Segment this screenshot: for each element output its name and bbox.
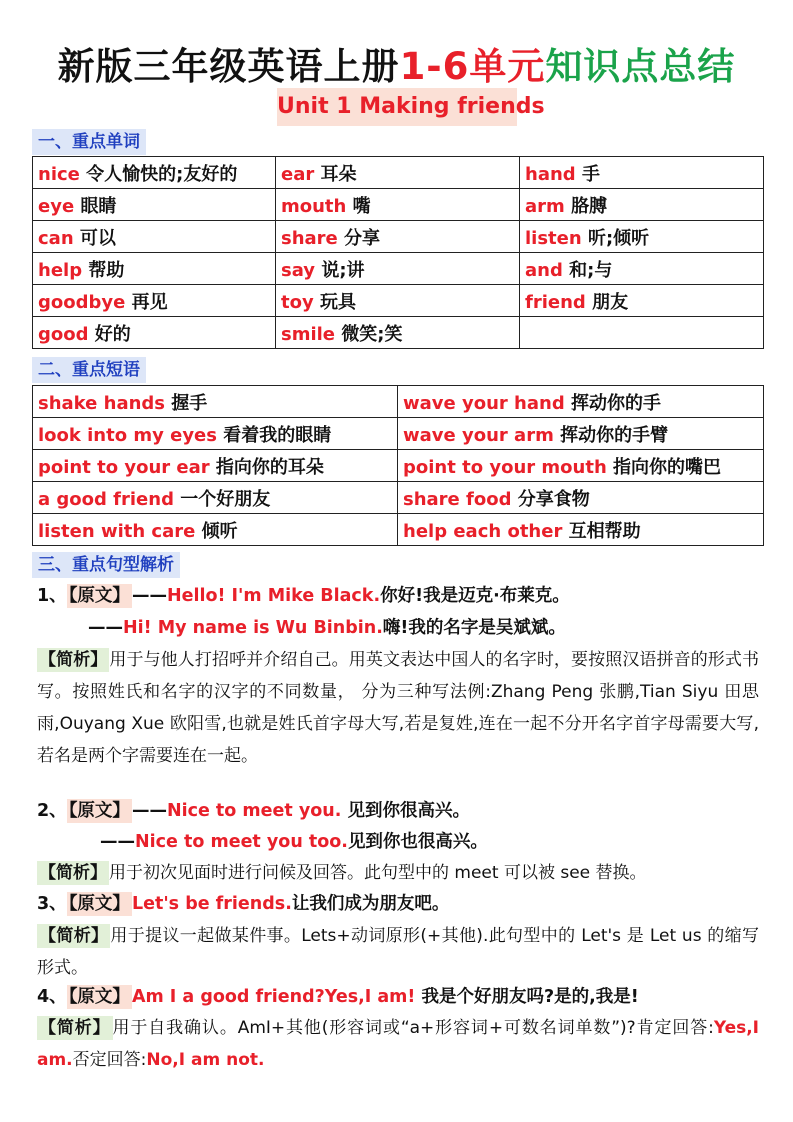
sentence-number: 2、 (37, 801, 67, 821)
term-english: listen (525, 227, 582, 249)
term-english: look into my eyes (38, 424, 217, 446)
table-row (33, 189, 764, 221)
term-english: nice (38, 163, 80, 185)
analysis-tag: 【简析】 (39, 863, 107, 883)
term-chinese: 说;讲 (321, 259, 365, 281)
term-english: a good friend (38, 488, 174, 510)
term-english: wave your hand (403, 392, 565, 414)
table-row (33, 514, 764, 546)
analysis-tag: 【简析】 (39, 1018, 111, 1038)
term-chinese: 和;与 (569, 259, 613, 281)
table-row (33, 386, 764, 418)
sentence-chinese: 我是个好朋友吗?是的,我是! (415, 987, 639, 1007)
sentence-english: Nice to meet you. (166, 801, 342, 821)
table-cell (33, 253, 276, 285)
term-english: can (38, 227, 74, 249)
term-chinese: 挥动你的手 (570, 392, 661, 414)
term-chinese: 令人愉快的;友好的 (86, 163, 238, 185)
term-chinese: 帮助 (88, 259, 125, 281)
term-chinese: 指向你的耳朵 (215, 456, 324, 478)
table-cell (33, 418, 398, 450)
table-row (33, 317, 764, 349)
sentence-2-original (37, 795, 757, 827)
term-english: share food (403, 488, 512, 510)
term-chinese: 指向你的嘴巴 (613, 456, 722, 478)
term-english: eye (38, 195, 75, 217)
original-tag: 【原文】 (68, 987, 130, 1007)
sentence-chinese: 见到你很高兴。 (341, 801, 470, 821)
table-cell (33, 514, 398, 546)
sentence-number: 3、 (37, 894, 67, 914)
table-cell (520, 189, 764, 221)
dash: —— (131, 586, 167, 606)
table-cell (398, 418, 764, 450)
sentence-4-analysis (37, 1012, 759, 1076)
table-row (33, 285, 764, 317)
term-chinese: 朋友 (592, 291, 629, 313)
section-heading-words: 一、重点单词 (32, 129, 146, 155)
analysis-text: 用于提议一起做某件事。Lets+动词原形(+其他).此句型中的 Let's 是 Let us 的缩写形式。 (37, 926, 760, 978)
original-tag: 【原文】 (68, 894, 130, 914)
term-chinese: 再见 (131, 291, 168, 313)
sentence-3-original (37, 888, 757, 920)
sentence-1-original-2 (88, 612, 793, 644)
sentence-english: Hi! My name is Wu Binbin. (123, 618, 383, 638)
sentence-3-analysis (37, 920, 759, 984)
analysis-text: 用于自我确认。AmI+其他(形容词或“a+形容词+可数名词单数”)?肯定回答: (112, 1018, 714, 1038)
term-chinese: 看着我的眼睛 (223, 424, 332, 446)
table-row (33, 253, 764, 285)
term-chinese: 分享 (344, 227, 381, 249)
term-chinese: 互相帮助 (568, 520, 641, 542)
analysis-tag: 【简析】 (39, 926, 109, 946)
sentence-chinese: 你好!我是迈克·布莱克。 (380, 586, 570, 606)
term-chinese: 胳膊 (571, 195, 608, 217)
sentence-number: 1、 (37, 586, 67, 606)
term-chinese: 耳朵 (320, 163, 357, 185)
term-chinese: 微笑;笑 (341, 323, 403, 345)
table-cell (520, 317, 764, 349)
term-chinese: 手 (581, 163, 600, 185)
sentence-english: Am I a good friend?Yes,I am! (131, 987, 416, 1007)
sentence-english: Let's be friends. (131, 894, 292, 914)
words-table (32, 156, 764, 349)
table-cell (276, 189, 520, 221)
table-cell (276, 157, 520, 189)
analysis-text: 用于初次见面时进行问候及回答。此句型中的 meet 可以被 see 替换。 (109, 863, 647, 883)
term-chinese: 握手 (171, 392, 208, 414)
title-part-1: 新版三年级英语上册 (57, 45, 400, 88)
table-cell (33, 157, 276, 189)
section-heading-sentences: 三、重点句型解析 (32, 552, 180, 578)
term-english: goodbye (38, 291, 126, 313)
term-chinese: 听;倾听 (587, 227, 650, 249)
table-cell (520, 253, 764, 285)
table-cell (33, 450, 398, 482)
table-cell (276, 221, 520, 253)
sentence-english: Nice to meet you too. (135, 832, 348, 852)
term-english: share (281, 227, 338, 249)
term-english: smile (281, 323, 336, 345)
term-chinese: 玩具 (320, 291, 356, 313)
term-chinese: 倾听 (201, 520, 238, 542)
positive-answer: Yes,I am. (37, 1018, 760, 1070)
term-chinese: 一个好朋友 (180, 488, 271, 510)
sentence-english: Hello! I'm Mike Black. (166, 586, 381, 606)
table-row (33, 418, 764, 450)
term-english: hand (525, 163, 576, 185)
table-row (33, 221, 764, 253)
term-english: say (281, 259, 316, 281)
term-english: wave your arm (403, 424, 554, 446)
table-cell (33, 386, 398, 418)
term-english: mouth (281, 195, 347, 217)
table-row (33, 157, 764, 189)
sentence-2-original-2 (100, 826, 793, 858)
title-part-2: 1-6单元 (399, 45, 546, 88)
sentence-chinese: 见到你也很高兴。 (347, 832, 488, 852)
dash: —— (131, 801, 167, 821)
table-cell (276, 285, 520, 317)
title-part-3: 知识点总结 (545, 45, 736, 88)
phrases-table (32, 385, 764, 546)
table-cell (520, 157, 764, 189)
table-cell (276, 253, 520, 285)
dash: —— (88, 618, 123, 638)
term-english: help (38, 259, 83, 281)
term-english: listen with care (38, 520, 196, 542)
sentence-chinese: 嗨!我的名字是吴斌斌。 (382, 618, 566, 638)
dash: —— (100, 832, 135, 852)
table-cell (33, 221, 276, 253)
table-row (33, 450, 764, 482)
term-english: good (38, 323, 89, 345)
original-tag: 【原文】 (68, 586, 130, 606)
term-english: help each other (403, 520, 563, 542)
term-english: and (525, 259, 563, 281)
term-english: ear (281, 163, 315, 185)
table-cell (398, 514, 764, 546)
negative-answer: No,I am not. (146, 1050, 265, 1070)
table-cell (33, 285, 276, 317)
table-cell (33, 317, 276, 349)
section-heading-phrases: 二、重点短语 (32, 357, 146, 383)
table-cell (33, 482, 398, 514)
original-tag: 【原文】 (68, 801, 130, 821)
sentence-2-analysis (37, 857, 759, 889)
table-cell (398, 450, 764, 482)
term-chinese: 分享食物 (517, 488, 590, 510)
sentence-4-original (37, 981, 757, 1013)
table-cell (520, 221, 764, 253)
sentence-number: 4、 (37, 987, 67, 1007)
sentence-1-analysis (37, 644, 759, 772)
term-english: point to your ear (38, 456, 210, 478)
analysis-text: 用于与他人打招呼并介绍自己。用英文表达中国人的名字时，要按照汉语拼音的形式书写。按照姓氏和名字的汉字的不同数量， 分为三种写法例:Zhang Peng 张鹏,Tian Siyu 田思雨,Ouyang Xue 欧阳雪,也就是姓氏首字母大写,若是复姓,连在一起不分开名字首字母需要大写,若名是两个字需要连在一起。 (37, 650, 759, 766)
term-chinese: 挥动你的手臂 (560, 424, 669, 446)
table-cell (33, 189, 276, 221)
term-chinese: 好的 (94, 323, 131, 345)
page-title (0, 36, 793, 90)
table-row (33, 482, 764, 514)
table-cell (520, 285, 764, 317)
sentence-chinese: 让我们成为朋友吧。 (291, 894, 450, 914)
term-english: toy (281, 291, 314, 313)
term-english: friend (525, 291, 586, 313)
term-chinese: 可以 (79, 227, 116, 249)
term-chinese: 眼睛 (80, 195, 117, 217)
table-cell (398, 386, 764, 418)
analysis-text: 否定回答: (72, 1050, 147, 1070)
term-chinese: 嘴 (352, 195, 371, 217)
term-english: shake hands (38, 392, 166, 414)
analysis-tag: 【简析】 (39, 650, 108, 670)
term-english: arm (525, 195, 565, 217)
table-cell (276, 317, 520, 349)
table-cell (398, 482, 764, 514)
unit-title: Unit 1 Making friends (277, 88, 517, 126)
term-english: point to your mouth (403, 456, 607, 478)
sentence-1-original (37, 580, 757, 612)
